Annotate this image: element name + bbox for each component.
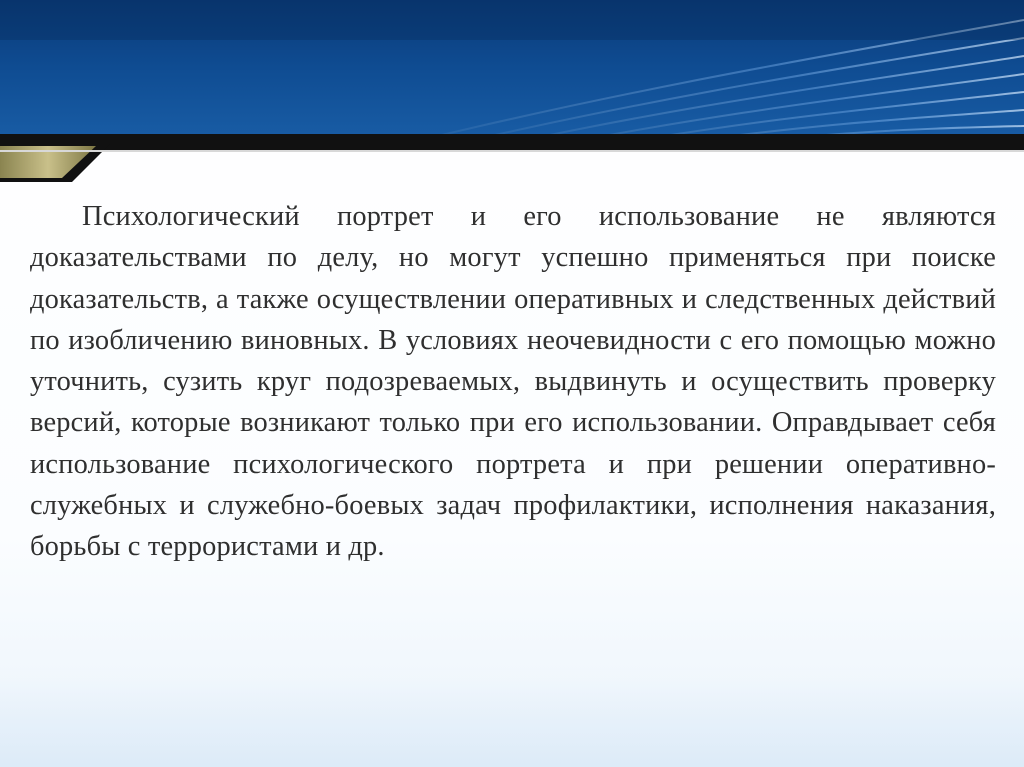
header-divider-line <box>0 150 1024 152</box>
gold-accent-band <box>0 134 120 182</box>
slide-body-paragraph: Психологический портрет и его использование не являются доказательствами по делу, но могут успешно применяться при поиске доказательств, а также осуществлении оперативных и следственных действий по изобличению виновных. В условиях неочевидности с его помощью можно уточнить, сузить круг подозреваемых, выдвинуть и осуществить проверку версий, которые возникают только при его использовании. Оправдывает себя использование психологического портрета и при решении оперативно-служебных и служебно-боевых задач профилактики, исполнения наказания, борьбы с террористами и др. <box>30 201 996 563</box>
header-banner <box>0 0 1024 150</box>
header-dark-bar <box>0 134 1024 150</box>
banner-light-streaks <box>0 0 1024 150</box>
bottom-glow <box>0 677 1024 767</box>
